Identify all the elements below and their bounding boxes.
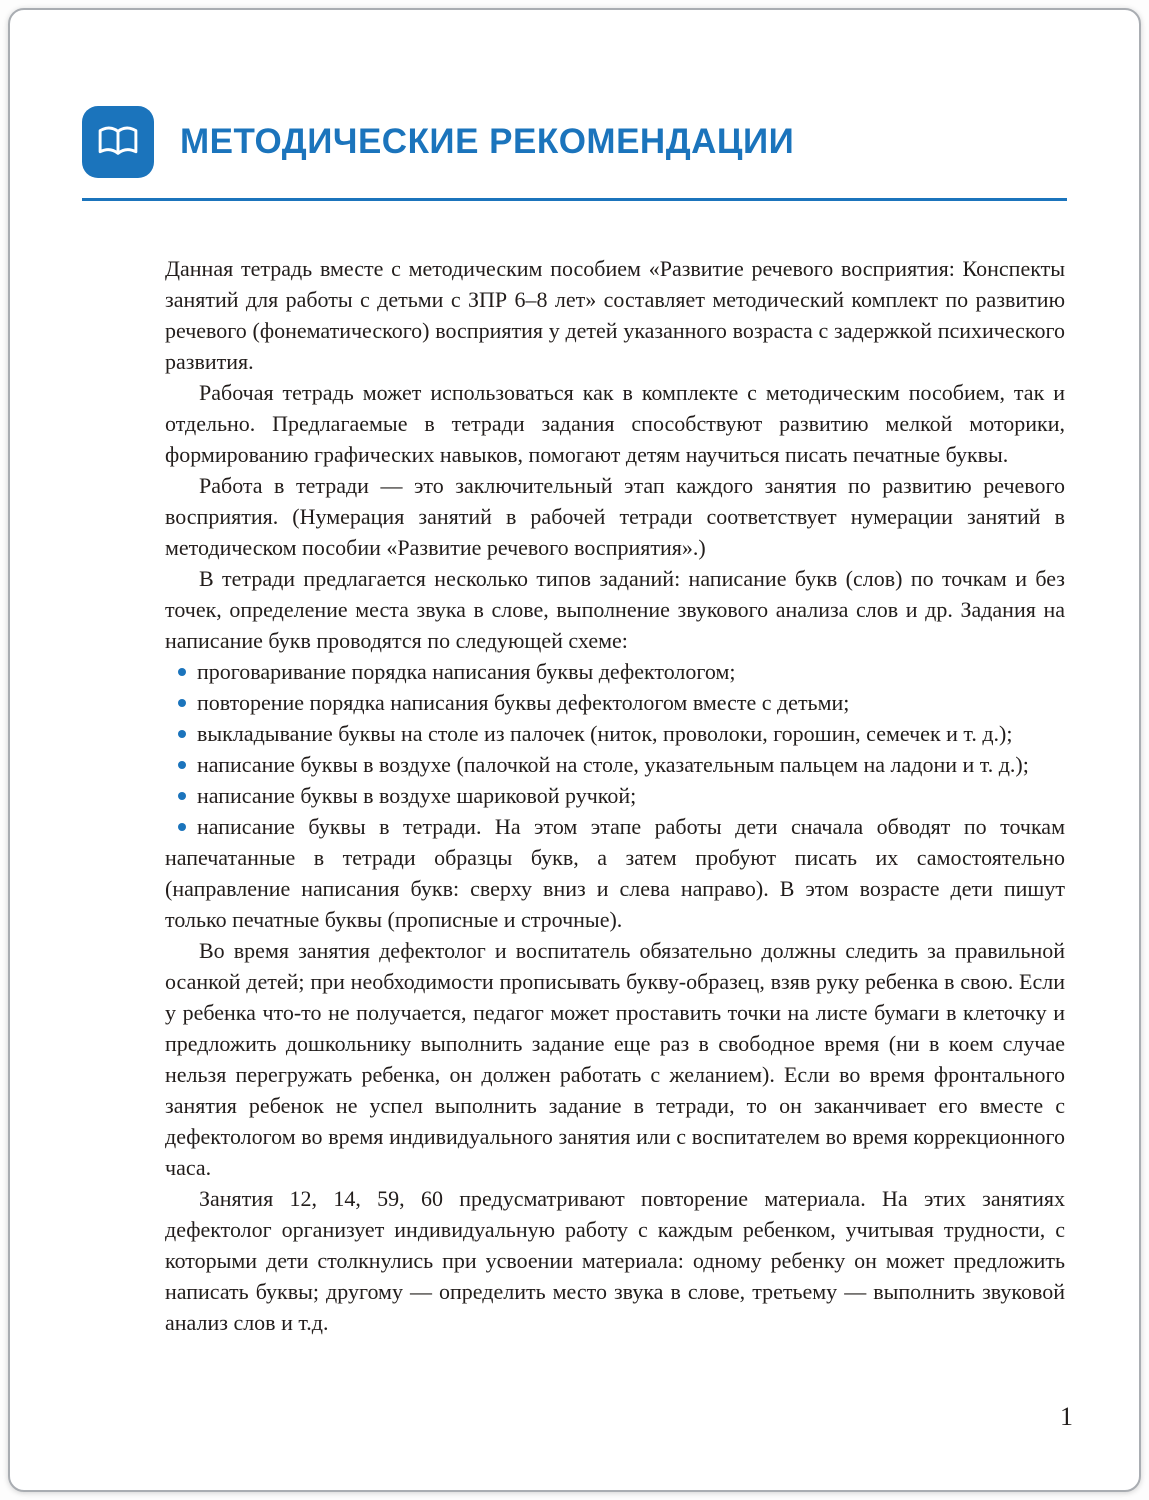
bullet-item: проговаривание порядка написания буквы дефектологом; (165, 656, 1065, 687)
paragraph: Данная тетрадь вместе с методическим пособием «Развитие речевого восприятия: Конспекты занятий для работы с детьми с ЗПР 6–8 лет» составляет методический комплект по развитию речевого (фонематического) восприятия у детей указанного возраста с задержкой психического развития. (165, 256, 1065, 374)
bullet-icon (178, 823, 186, 831)
page-number: 1 (1060, 1402, 1073, 1431)
bullet-icon (178, 792, 186, 800)
paragraph: Работа в тетради — это заключительный этап каждого занятия по развитию речевого восприятия. (Нумерация занятий в рабочей тетради соответствует нумерации занятий в методическом пособии «Развитие речевого восприятия».) (165, 473, 1065, 560)
bullet-icon (178, 730, 186, 738)
paragraph: Во время занятия дефектолог и воспитатель обязательно должны следить за правильной осанкой детей; при необходимости прописывать букву-образец, взяв руку ребенка в свою. Если у ребенка что-то не получается, педагог может проставить точки на листе бумаги в клеточку и предложить дошкольнику выполнить задание еще раз в свободное время (ни в коем случае нельзя перегружать ребенка, он должен работать с желанием). Если во время фронтального занятия ребенок не успел выполнить задание в тетради, то он заканчивает его вместе с дефектологом во время индивидуального занятия или с воспитателем во время коррекционного часа. (165, 938, 1065, 1180)
bullet-icon (178, 699, 186, 707)
bullet-icon (178, 761, 186, 769)
page-title: МЕТОДИЧЕСКИЕ РЕКОМЕНДАЦИИ (180, 122, 795, 161)
document-body (165, 253, 1065, 1338)
bullet-icon (178, 668, 186, 676)
paragraph: Занятия 12, 14, 59, 60 предусматривают повторение материала. На этих занятиях дефектолог организует индивидуальную работу с каждым ребенком, учитывая трудности, с которыми дети столкнулись при усвоении материала: одному ребенку он может предложить написать буквы; другому — определить место звука в слове, третьему — выполнить звуковой анализ слов и т.д. (165, 1186, 1065, 1335)
open-book-icon (82, 106, 154, 178)
bullet-item: выкладывание буквы на столе из палочек (ниток, проволоки, горошин, семечек и т. д.); (165, 718, 1065, 749)
header-divider (82, 198, 1067, 201)
paragraph: В тетради предлагается несколько типов заданий: написание букв (слов) по точкам и без точек, определение места звука в слове, выполнение звукового анализа слов и др. Задания на написание букв проводятся по следующей схеме: (165, 566, 1065, 653)
document-header (82, 106, 1079, 178)
document-page (8, 8, 1141, 1492)
bullet-item: написание буквы в тетради. На этом этапе работы дети сначала обводят по точкам напечатанные в тетради образцы букв, а затем пробуют писать их самостоятельно (направление написания букв: сверху вниз и слева направо). В этом возрасте дети пишут только печатные буквы (прописные и строчные). (165, 814, 1065, 932)
bullet-item: написание буквы в воздухе шариковой ручкой; (165, 780, 1065, 811)
bullet-item: написание буквы в воздухе (палочкой на столе, указательным пальцем на ладони и т. д.); (165, 749, 1065, 780)
bullet-item: повторение порядка написания буквы дефектологом вместе с детьми; (165, 687, 1065, 718)
paragraph: Рабочая тетрадь может использоваться как в комплекте с методическим пособием, так и отдельно. Предлагаемые в тетради задания способствуют развитию мелкой моторики, формированию графических навыков, помогают детям научиться писать печатные буквы. (165, 380, 1065, 467)
